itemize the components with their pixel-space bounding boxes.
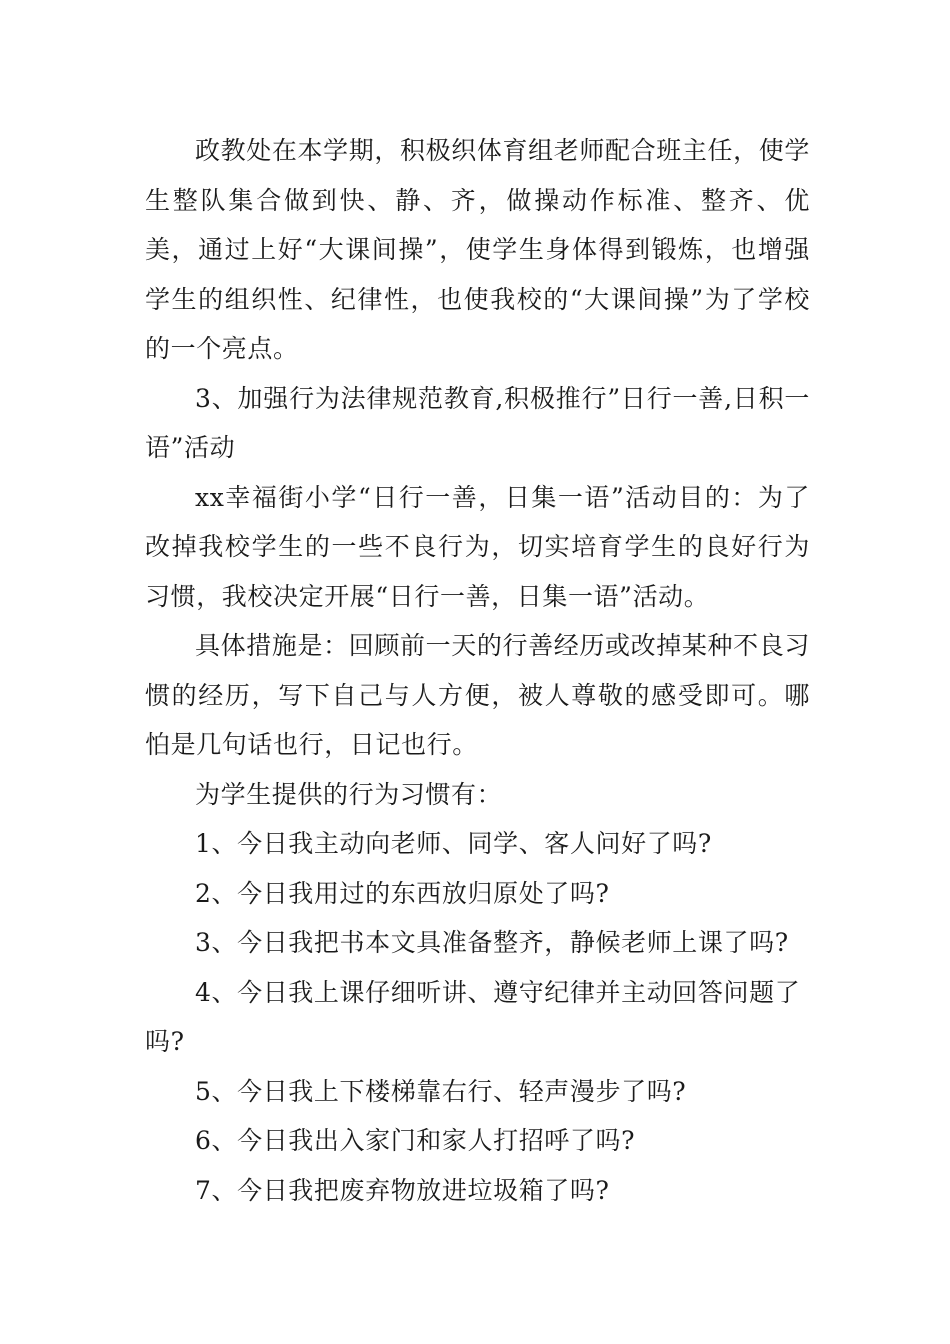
habit-list-item: 1、今日我主动向老师、同学、客人问好了吗?: [195, 829, 712, 858]
paragraph-activity-purpose: xx幸福街小学“日行一善，日集一语”活动目的：为了改掉我校学生的一些不良行为，切实培育学生的良好行为习惯，我校决定开展“日行一善，日集一语”活动。: [145, 482, 810, 611]
document-body: [145, 126, 810, 1215]
habit-list-item: 6、今日我出入家门和家人打招呼了吗?: [195, 1126, 636, 1155]
habit-list-item: 3、今日我把书本文具准备整齐，静候老师上课了吗?: [195, 928, 789, 957]
habit-list-item: 2、今日我用过的东西放归原处了吗?: [195, 878, 610, 908]
habit-list-item: 4、今日我上课仔细听讲、遵守纪律并主动回答问题了吗?: [145, 977, 801, 1056]
paragraph-morning-exercise: 政教处在本学期，积极织体育组老师配合班主任，使学生整队集合做到快、静、齐，做操动作标准、整齐、优美，通过上好“大课间操”，使学生身体得到锻炼，也增强学生的组织性、纪律性，也使我校的“大课间操”为了学校的一个亮点。: [145, 136, 810, 363]
habit-list-item: 7、今日我把废弃物放进垃圾箱了吗?: [195, 1175, 610, 1205]
section-heading-behavior-education: 3、加强行为法律规范教育,积极推行”日行一善,日积一语”活动: [145, 383, 810, 462]
paragraph-specific-measures: 具体措施是：回顾前一天的行善经历或改掉某种不良习惯的经历，写下自己与人方便，被人尊敬的感受即可。哪怕是几句话也行，日记也行。: [145, 631, 810, 759]
paragraph-habits-intro: 为学生提供的行为习惯有：: [195, 779, 503, 809]
habit-list-item: 5、今日我上下楼梯靠右行、轻声漫步了吗?: [195, 1076, 687, 1106]
